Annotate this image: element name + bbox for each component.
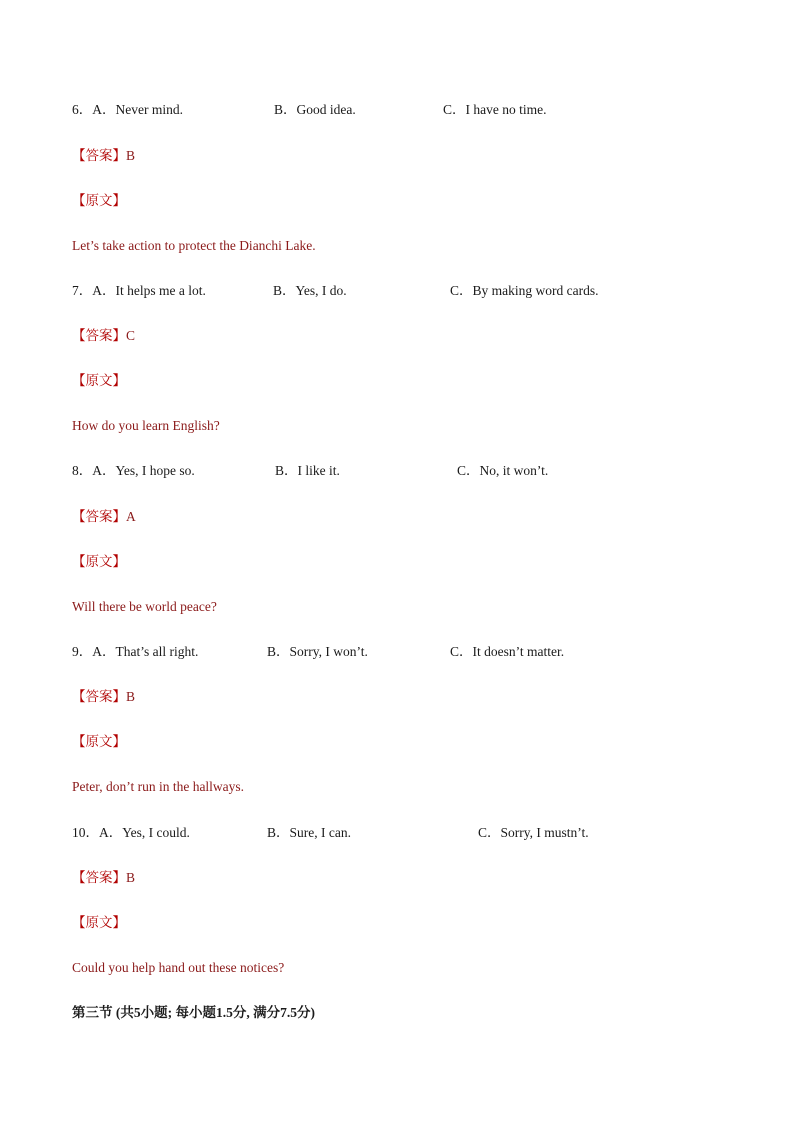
question-6 [72,101,183,119]
source-label-line [72,372,126,390]
section-heading: 第三节 (共5小题; 每小题1.5分, 满分7.5分) [72,1005,315,1020]
source-label: 【原文】 [72,554,126,569]
source-label: 【原文】 [72,734,126,749]
answer-label: 【答案】 [72,509,126,524]
option-b: B．Yes, I do. [273,283,347,298]
option-a: A．Never mind. [92,102,183,117]
answer-line [72,508,136,526]
source-label-line [72,553,126,571]
source-text: Could you help hand out these notices? [72,960,285,975]
source-label: 【原文】 [72,373,126,388]
option-c: C．Sorry, I mustn’t. [478,825,589,840]
answer-label: 【答案】 [72,328,126,343]
source-text: Peter, don’t run in the hallways. [72,779,245,794]
answer-line [72,147,135,165]
option-b: B．Sorry, I won’t. [267,644,368,659]
option-a: A．Yes, I could. [99,825,190,840]
source-label-line [72,914,126,932]
source-text: Will there be world peace? [72,599,217,614]
question-number: 10． [72,825,99,840]
source-text: How do you learn English? [72,418,220,433]
answer-line [72,869,135,887]
answer-label: 【答案】 [72,870,126,885]
option-c: C．It doesn’t matter. [450,644,565,659]
question-number: 7． [72,283,93,298]
source-text: Let’s take action to protect the Dianchi Lake. [72,238,316,253]
question-7 [72,282,206,300]
question-9 [72,643,198,661]
question-number: 9． [72,644,93,659]
question-10 [72,824,190,842]
source-label-line [72,192,126,210]
source-label-line [72,733,126,751]
option-a: A．That’s all right. [92,644,199,659]
answer-label: 【答案】 [72,148,126,163]
source-label: 【原文】 [72,193,126,208]
option-a: A．It helps me a lot. [92,283,206,298]
answer-value: B [126,689,136,704]
option-b: B．Good idea. [274,102,356,117]
option-b: B．Sure, I can. [267,825,351,840]
option-c: C．No, it won’t. [457,463,549,478]
answer-line [72,327,135,345]
source-label: 【原文】 [72,915,126,930]
option-c: C．I have no time. [443,102,547,117]
answer-label: 【答案】 [72,689,126,704]
question-number: 8． [72,463,93,478]
question-8 [72,462,195,480]
option-c: C．By making word cards. [450,283,599,298]
question-number: 6． [72,102,93,117]
answer-value: B [126,148,136,163]
option-a: A．Yes, I hope so. [92,463,195,478]
option-b: B．I like it. [275,463,340,478]
answer-value: A [126,509,136,524]
answer-value: B [126,870,136,885]
answer-value: C [126,328,136,343]
answer-line [72,688,135,706]
